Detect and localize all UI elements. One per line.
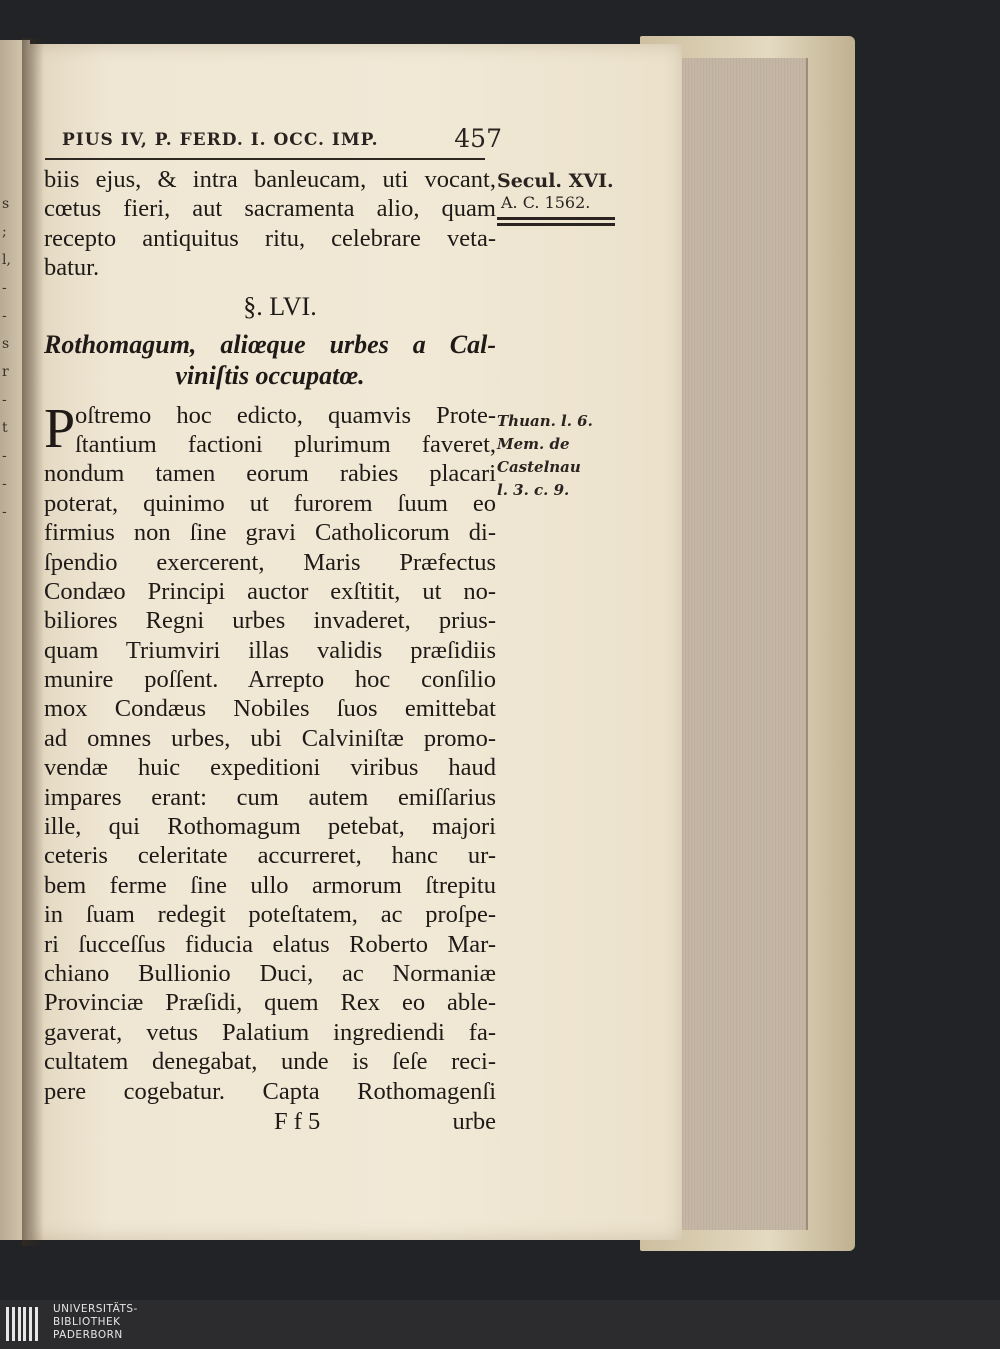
previous-page-mark: r [2, 364, 9, 380]
signature-mark: F f 5 [274, 1108, 321, 1135]
spine-shadow [22, 38, 44, 1246]
running-head [62, 126, 502, 158]
previous-page-mark: s [2, 336, 10, 352]
previous-page-mark: - [2, 392, 7, 408]
paragraph-start [44, 397, 496, 460]
text-line: ille, qui Rothomagum petebat, majori [44, 813, 496, 841]
logo-bar [23, 1307, 26, 1341]
page-number: 457 [454, 124, 502, 153]
library-name-line: UNIVERSITÄTS- [53, 1303, 138, 1315]
logo-bar [12, 1307, 15, 1341]
text-line: biis ejus, & intra banleucam, uti vocant, [44, 166, 496, 193]
logo-bar [6, 1307, 9, 1341]
text-line: firmius non ſine gravi Catholicorum di- [44, 519, 496, 547]
text-line: chiano Bullionio Duci, ac Normaniæ [44, 959, 496, 987]
reference-line: l. 3. c. 9. [497, 481, 570, 499]
previous-page-mark: - [2, 280, 7, 296]
text-line: munire poſſent. Arrepto hoc conſilio [44, 666, 496, 694]
year-note: A. C. 1562. [501, 193, 591, 212]
reference-line: Mem. de [497, 435, 570, 453]
text-line: pere cogebatur. Capta Rothomagenſi [44, 1077, 496, 1105]
page-edges [676, 58, 808, 1230]
previous-page-mark: s [2, 196, 10, 212]
logo-bar [18, 1307, 21, 1341]
text-line: biliores Regni urbes invaderet, prius- [44, 607, 496, 635]
margin-rule [497, 223, 615, 226]
body-text [44, 165, 496, 1106]
text-line: Condæo Principi auctor exſtitit, ut no- [44, 577, 496, 605]
text-line: cultatem denegabat, unde is ſeſe reci- [44, 1048, 496, 1076]
text-line: poterat, quinimo ut furorem ſuum eo [44, 489, 496, 517]
text-line: bem ferme ſine ullo armorum ſtrepitu [44, 871, 496, 899]
text-line: ad omnes urbes, ubi Calviniſtæ promo- [44, 724, 496, 752]
text-line: quam Triumviri illas validis præſidiis [44, 636, 496, 664]
text-line: in ſuam redegit poteſtatem, ac proſpe- [44, 901, 496, 929]
library-footer-bar [0, 1300, 1000, 1349]
logo-bar [29, 1307, 32, 1341]
text-line: Provinciæ Præſidi, quem Rex eo able- [44, 989, 496, 1017]
text-line: cœtus fieri, aut sacramenta alio, quam [44, 195, 496, 223]
header-rule [45, 158, 485, 160]
previous-page-mark: ; [2, 224, 7, 240]
library-name [53, 1303, 138, 1342]
drop-cap: P [44, 397, 76, 460]
previous-page-mark: - [2, 308, 7, 324]
catchword: urbe [452, 1108, 496, 1135]
text-line: vendæ huic expeditioni viribus haud [44, 754, 496, 782]
reference-line: Castelnau [497, 458, 581, 476]
text-line: impares erant: cum autem emiſſarius [44, 783, 496, 811]
previous-page-mark: - [2, 448, 7, 464]
text-line: recepto antiquitus ritu, celebrare veta- [44, 224, 496, 252]
previous-page-mark: l, [2, 252, 11, 268]
previous-page-mark: - [2, 476, 7, 492]
page-footer [44, 1108, 496, 1138]
text-line: ſpendio exercerent, Maris Præfectus [44, 548, 496, 576]
library-name-line: PADERBORN [53, 1329, 123, 1341]
section-number: §. LVI. [243, 291, 317, 321]
margin-rule [497, 217, 615, 220]
section-heading-line: viniſtis occupatœ. [175, 360, 365, 390]
running-title: PIUS IV, P. FERD. I. OCC. IMP. [62, 130, 379, 150]
text-line: ſtantium factioni plurimum faveret, [75, 430, 496, 458]
text-line: ri ſucceſſus fiducia elatus Roberto Mar- [44, 930, 496, 958]
paragraph-lines [44, 459, 496, 1106]
section-heading-line: Rothomagum, aliœque urbes a Cal- [44, 329, 496, 359]
library-logo-icon [6, 1307, 44, 1341]
reference-line: Thuan. l. 6. [497, 412, 593, 430]
previous-page-mark: - [2, 504, 7, 520]
library-name-line: BIBLIOTHEK [53, 1316, 121, 1328]
text-line: ceteris celeritate accurreret, hanc ur- [44, 842, 496, 870]
previous-page-mark: t [2, 420, 8, 436]
text-line: mox Condæus Nobiles ſuos emittebat [44, 695, 496, 723]
text-line: batur. [44, 254, 100, 282]
margin-note-date [497, 170, 627, 226]
text-line: oſtremo hoc edicto, quamvis Prote- [75, 401, 496, 429]
margin-note-reference [497, 410, 597, 502]
text-line: nondum tamen eorum rabies placari [44, 460, 496, 488]
logo-bar [35, 1307, 38, 1341]
previous-page-marks [2, 190, 24, 526]
text-line: gaverat, vetus Palatium ingrediendi fa- [44, 1018, 496, 1046]
century-note: Secul. XVI. [497, 170, 614, 192]
